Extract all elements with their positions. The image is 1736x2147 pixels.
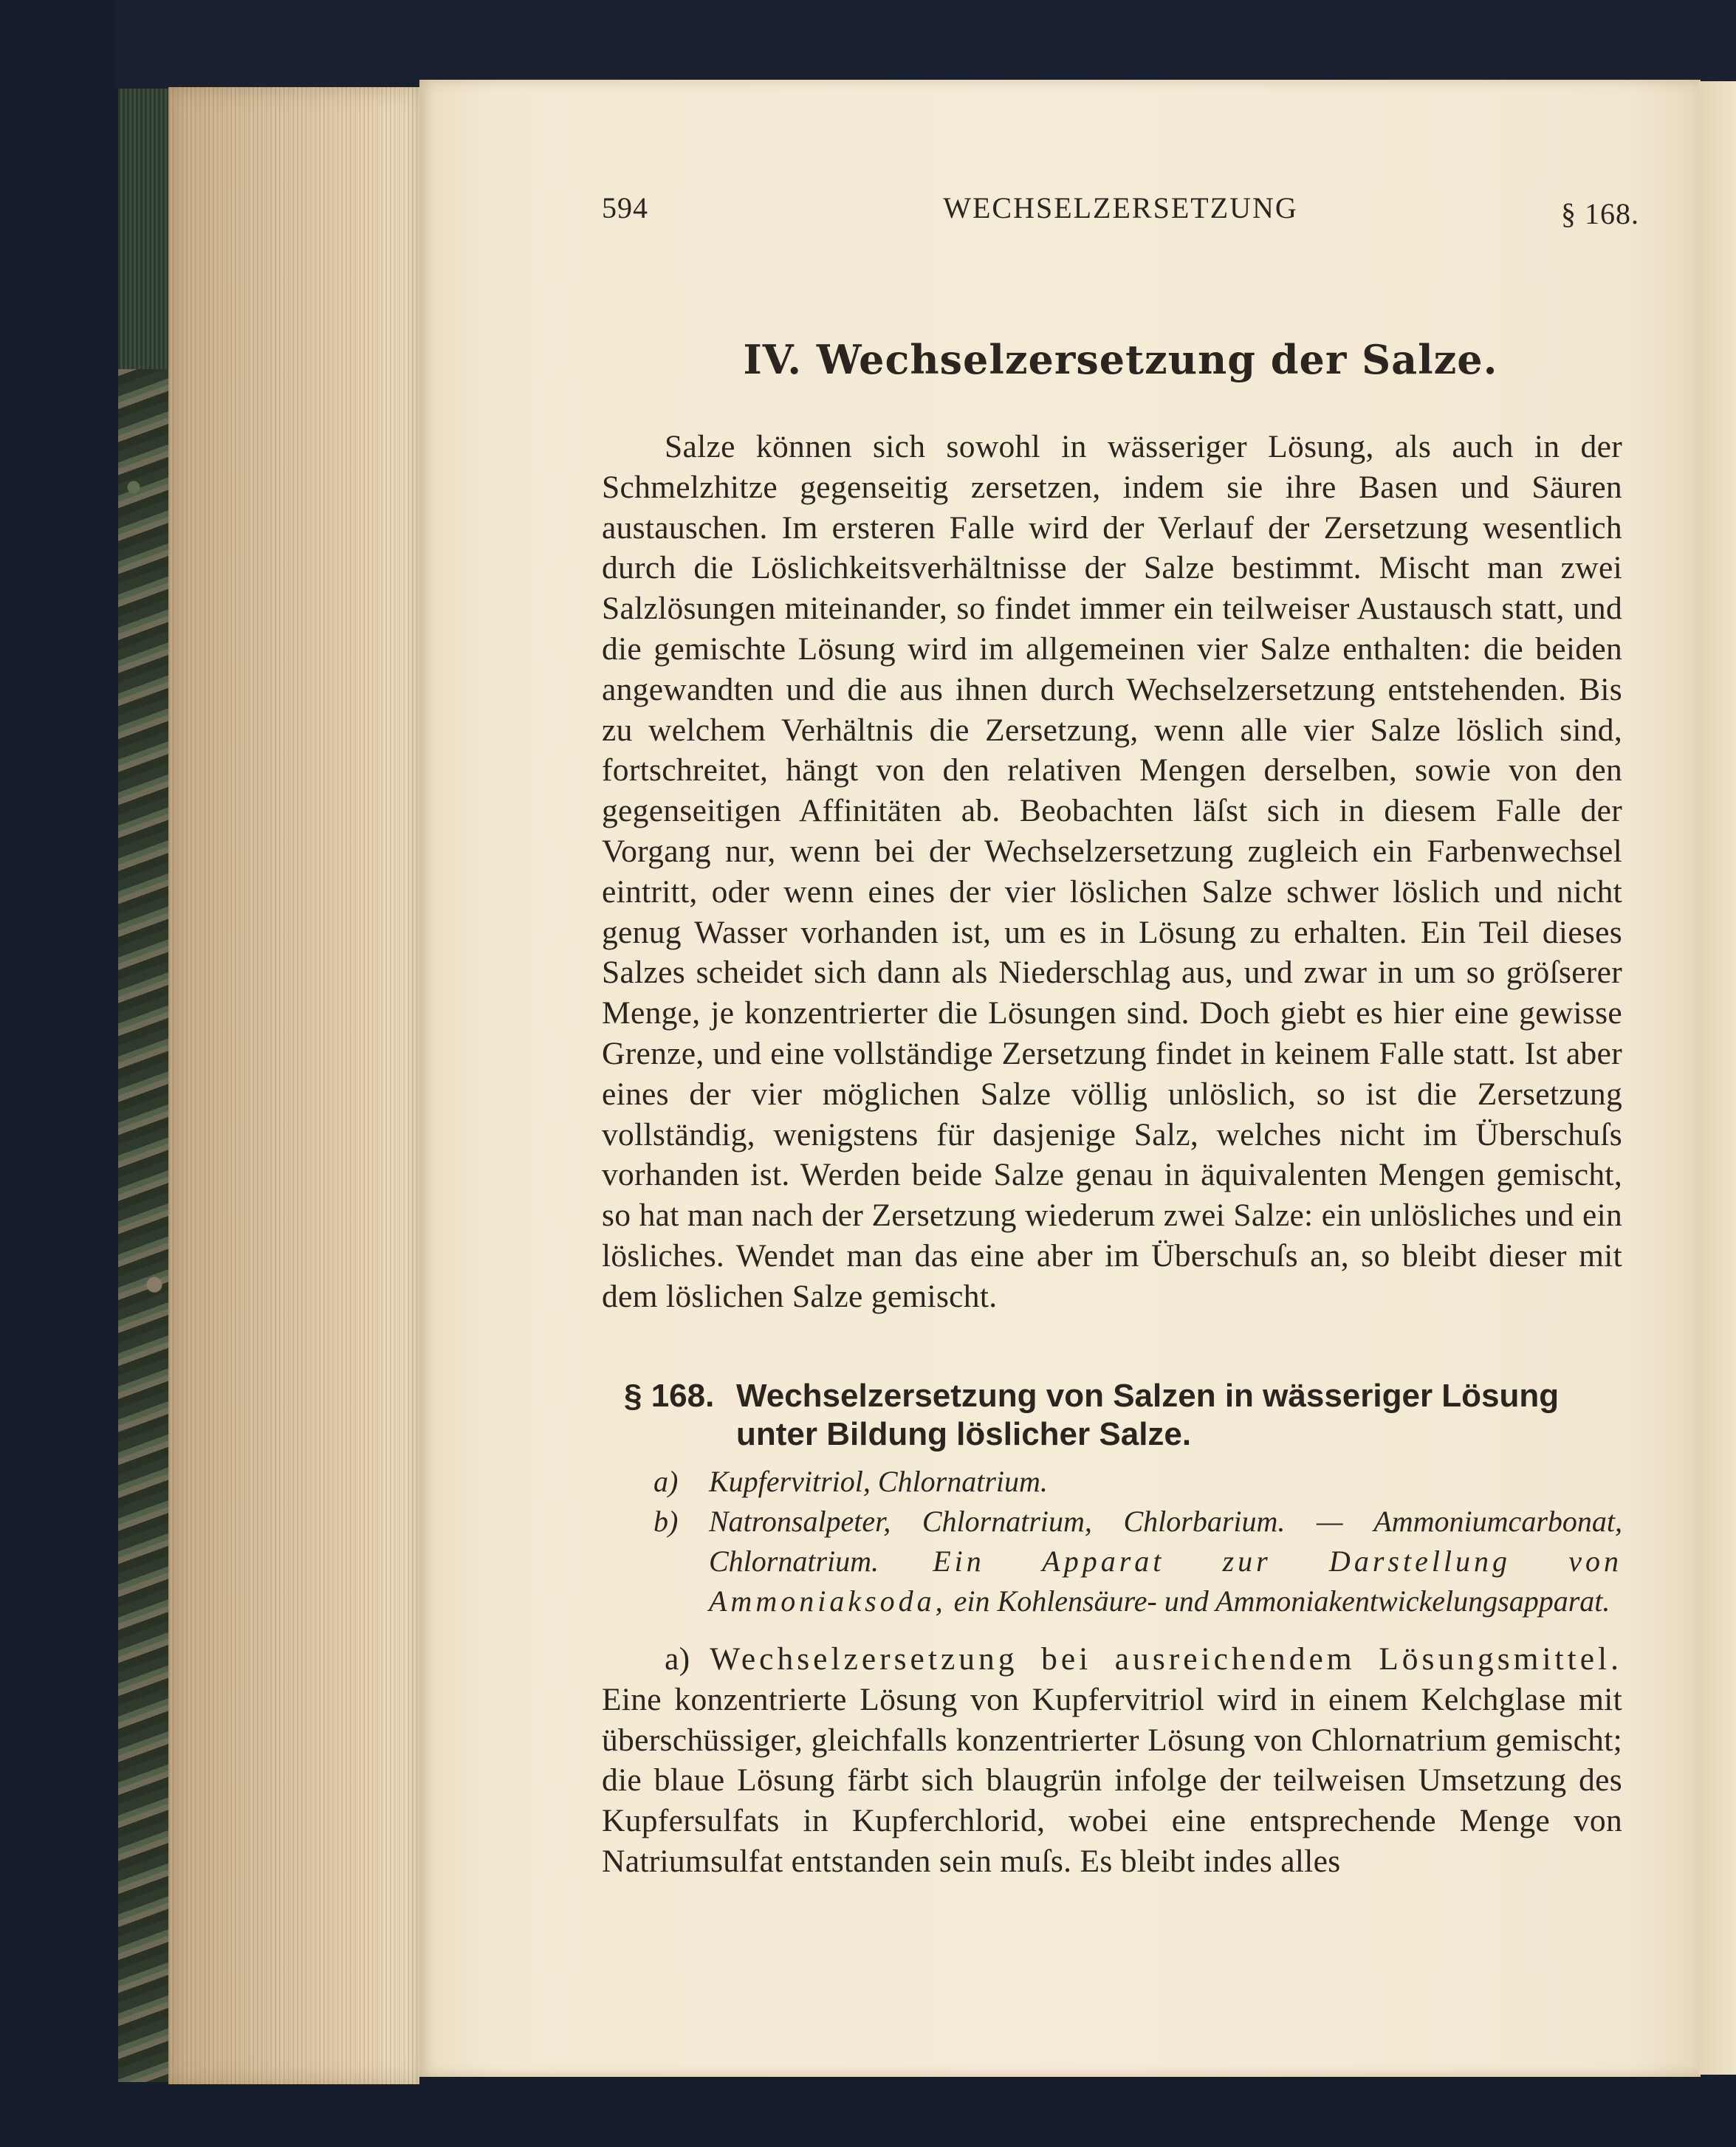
section-number: § 168. — [624, 1378, 715, 1414]
facing-page-edge — [1698, 81, 1736, 2075]
running-head — [602, 190, 1639, 230]
body-paragraph-2 — [602, 1639, 1622, 1882]
page-stack-edges — [168, 87, 419, 2084]
section-heading — [624, 1377, 1628, 1454]
list-marker: b) — [653, 1505, 679, 1538]
list-item — [602, 1502, 1622, 1621]
experiment-list — [602, 1462, 1622, 1621]
list-item-tail-text: ein Kohlensäure- und Ammoniakentwickelungsapparat. — [953, 1584, 1610, 1618]
running-title: WECHSELZERSETZUNG — [943, 191, 1298, 224]
list-item — [602, 1462, 1622, 1502]
book-cover-top — [114, 0, 1736, 89]
list-item-spaced-text: Ein Apparat zur Darstellung von Ammoniaksoda, — [709, 1545, 1622, 1618]
paragraph-lead: a) — [665, 1641, 690, 1677]
list-item-text: Kupfervitriol, Chlornatrium. — [709, 1465, 1048, 1498]
paragraph-2-text: Eine konzentrierte Lösung von Kupfervitriol wird in einem Kelchglase mit überschüssiger, gleichfalls konzentrierter Lösung von Chlornatrium gemischt; die blaue Lösung färbt sich blaugrün infolge der teilweisen Umsetzung des Kupfersulfats in Kupferchlorid, wobei eine entsprechende Menge von Natriumsulfat entstanden sein muſs. Es bleibt indes alles — [602, 1681, 1622, 1879]
book-spine-binding — [118, 89, 170, 369]
body-paragraph-1: Salze können sich sowohl in wässeriger Lösung, als auch in der Schmelzhitze gegenseitig zersetzen, indem sie ihre Basen und Säuren austauschen. Im ersteren Falle wird der Verlauf der Zersetzung wesentlich durch die Löslichkeitsverhältnisse der Salze bestimmt. Mischt man zwei Salzlösungen miteinander, so findet immer ein teilweiser Austausch statt, und die gemischte Lösung wird im allgemeinen vier Salze enthalten: die beiden angewandten und die aus ihnen durch Wechselzersetzung entstehenden. Bis zu welchem Verhältnis die Zersetzung, wenn alle vier Salze löslich sind, fortschreitet, hängt von den relativen Mengen derselben, sowie von den gegenseitigen Affinitäten ab. Beobachten läſst sich in diesem Falle der Vorgang nur, wenn bei der Wechselzersetzung zugleich ein Farbenwechsel eintritt, oder wenn eines der vier löslichen Salze schwer löslich und nicht genug Wasser vorhanden ist, um es in Lösung zu erhalten. Ein Teil dieses Salzes scheidet sich dann als Niederschlag aus, und zwar in um so gröſserer Menge, je konzentrierter die Lösungen sind. Doch giebt es hier eine gewisse Grenze, und eine vollständige Zersetzung findet in keinem Falle statt. Ist aber eines der vier möglichen Salze völlig unlöslich, so ist die Zersetzung vollständig, wenigstens für dasjenige Salz, welches nicht im Überschuſs vorhanden ist. Werden beide Salze genau in äquivalenten Mengen gemischt, so hat man nach der Zersetzung wiederum zwei Salze: ein unlösliches und ein lösliches. Wendet man das eine aber im Überschuſs an, so bleibt dieser mit dem löslichen Salze gemischt. — [602, 429, 1622, 1314]
page-number: 594 — [602, 191, 648, 224]
running-section: § 168. — [1561, 197, 1639, 230]
list-item-text: Natronsalpeter, Chlornatrium, Chlorbarium. — Ammoniumcarbonat, Chlornatrium. — [709, 1505, 1622, 1578]
marbled-book-edge — [118, 89, 173, 2082]
paragraph-lead-spaced: Wechselzersetzung bei ausreichendem Lösungsmittel. — [710, 1641, 1622, 1677]
section-title: Wechselzersetzung von Salzen in wässeriger Lösung unter Bildung löslicher Salze. — [736, 1378, 1560, 1452]
chapter-title: IV. Wechselzersetzung der Salze. — [743, 336, 1498, 383]
list-marker: a) — [653, 1465, 679, 1498]
